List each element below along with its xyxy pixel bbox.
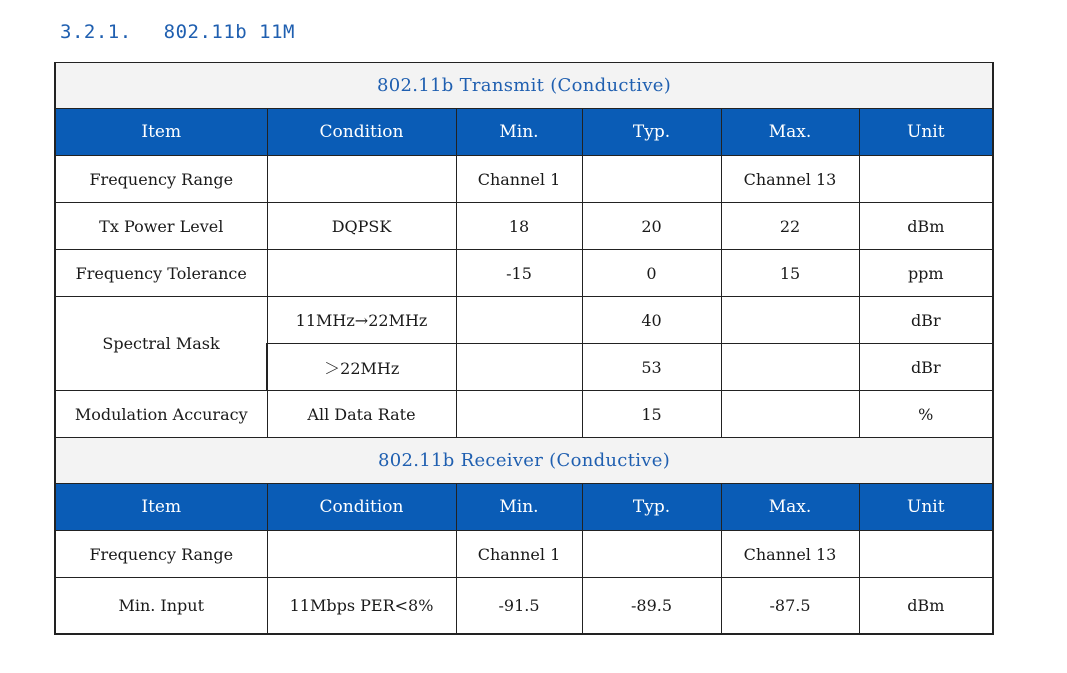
cell-item: Min. Input [55,578,267,634]
table-row [55,156,993,203]
cell-typ: 20 [582,203,721,250]
cell-item: Frequency Range [55,531,267,578]
receive-header-row [55,484,993,531]
table-row [55,203,993,250]
cell-unit: dBr [859,297,993,344]
cell-typ: 40 [582,297,721,344]
column-header-min: Min. [456,109,582,156]
cell-min [456,344,582,391]
cell-condition [267,531,456,578]
cell-condition [267,156,456,203]
table-row [55,578,993,634]
cell-max: Channel 13 [721,531,859,578]
column-header-condition: Condition [267,484,456,531]
cell-max: Channel 13 [721,156,859,203]
cell-condition [267,250,456,297]
cell-min: -91.5 [456,578,582,634]
cell-typ [582,156,721,203]
cell-unit: dBm [859,578,993,634]
cell-max: 22 [721,203,859,250]
table-row [55,531,993,578]
cell-max [721,297,859,344]
column-header-typ: Typ. [582,109,721,156]
transmit-caption: 802.11b Transmit (Conductive) [55,63,993,109]
cell-min: -15 [456,250,582,297]
cell-condition: All Data Rate [267,391,456,438]
cell-min [456,391,582,438]
cell-item: Spectral Mask [55,297,267,391]
cell-condition: 11MHz→22MHz [267,297,456,344]
cell-condition: ＞22MHz [267,344,456,391]
column-header-max: Max. [721,484,859,531]
column-header-condition: Condition [267,109,456,156]
column-header-min: Min. [456,484,582,531]
transmit-caption-row [55,63,993,109]
cell-max [721,391,859,438]
table-row [55,250,993,297]
section-heading [60,17,295,47]
cell-item: Tx Power Level [55,203,267,250]
cell-unit: dBm [859,203,993,250]
cell-unit: % [859,391,993,438]
column-header-item: Item [55,484,267,531]
section-number: 3.2.1. [60,21,132,43]
table-row [55,391,993,438]
cell-unit [859,156,993,203]
section-title: 802.11b 11M [163,21,295,43]
cell-condition: 11Mbps PER<8% [267,578,456,634]
cell-item: Frequency Tolerance [55,250,267,297]
column-header-item: Item [55,109,267,156]
cell-min: Channel 1 [456,531,582,578]
cell-min [456,297,582,344]
receive-caption: 802.11b Receiver (Conductive) [55,438,993,484]
column-header-unit: Unit [859,484,993,531]
cell-max: 15 [721,250,859,297]
column-header-typ: Typ. [582,484,721,531]
cell-typ: 0 [582,250,721,297]
transmit-header-row [55,109,993,156]
cell-min: Channel 1 [456,156,582,203]
cell-min: 18 [456,203,582,250]
cell-unit: ppm [859,250,993,297]
cell-max [721,344,859,391]
cell-typ: 15 [582,391,721,438]
cell-item: Modulation Accuracy [55,391,267,438]
spec-table [54,62,994,635]
cell-unit: dBr [859,344,993,391]
receive-caption-row [55,438,993,484]
cell-unit [859,531,993,578]
cell-typ: -89.5 [582,578,721,634]
cell-typ: 53 [582,344,721,391]
column-header-unit: Unit [859,109,993,156]
cell-max: -87.5 [721,578,859,634]
table-row [55,297,993,344]
cell-item: Frequency Range [55,156,267,203]
cell-typ [582,531,721,578]
column-header-max: Max. [721,109,859,156]
cell-condition: DQPSK [267,203,456,250]
